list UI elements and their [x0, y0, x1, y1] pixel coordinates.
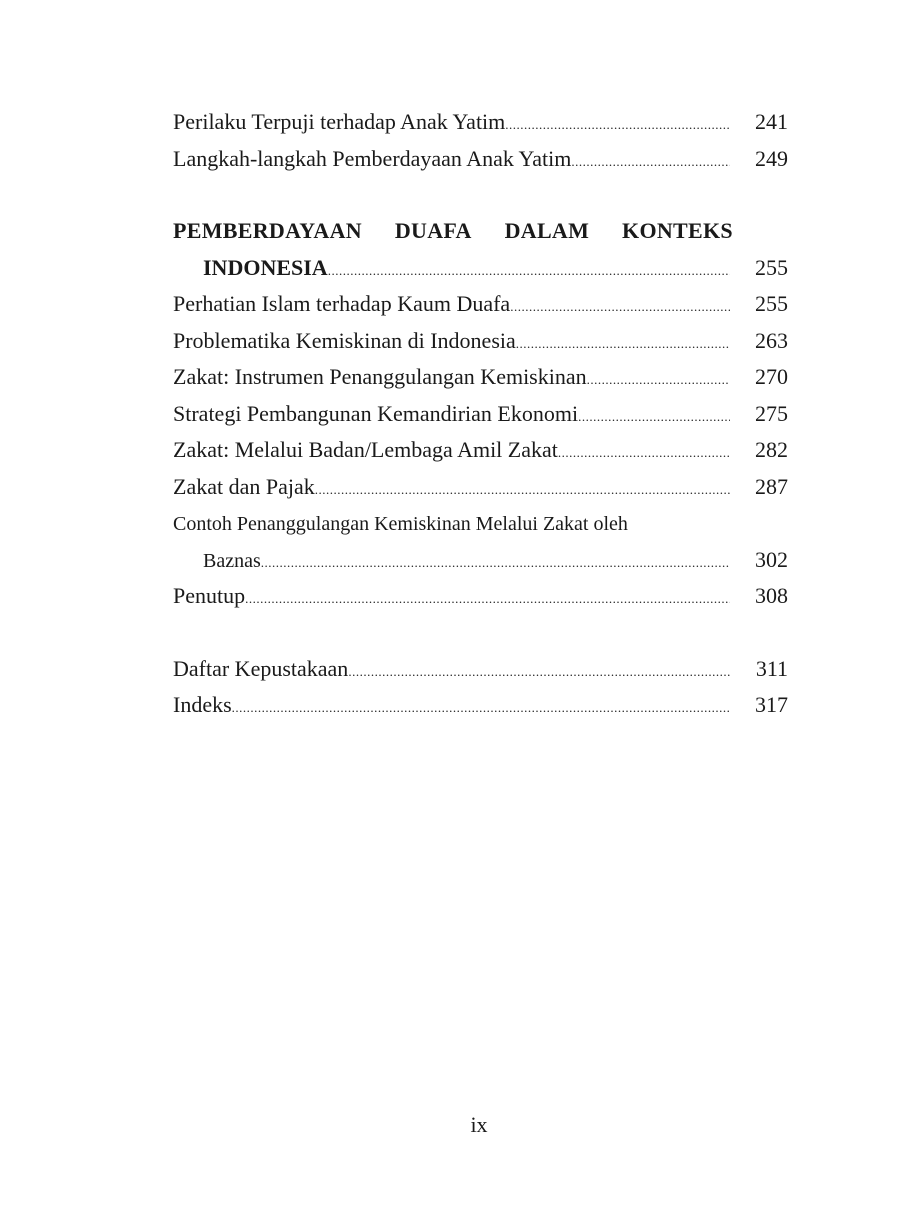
- toc-entry-title: Zakat: Melalui Badan/Lembaga Amil Zakat: [173, 437, 558, 462]
- dot-leader: [232, 690, 730, 727]
- dot-leader: [505, 107, 730, 144]
- table-of-contents: [173, 104, 788, 724]
- toc-entry[interactable]: [173, 286, 788, 323]
- toc-entry-page: 249: [755, 145, 788, 171]
- dot-leader: [245, 581, 730, 618]
- toc-entry-title: Indeks: [173, 692, 232, 717]
- chapter-heading-title: INDONESIA: [203, 254, 328, 280]
- chapter-heading-line2[interactable]: [173, 250, 788, 287]
- toc-entry-title: Penutup: [173, 583, 246, 608]
- chapter-heading-word: DUAFA: [394, 218, 472, 243]
- chapter-heading-word: PEMBERDAYAAN: [173, 218, 362, 243]
- toc-entry-title: Perilaku Terpuji terhadap Anak Yatim: [173, 109, 506, 134]
- toc-entry[interactable]: [173, 578, 788, 615]
- toc-entry-page: 302: [755, 546, 788, 572]
- toc-entry-page: 311: [755, 655, 788, 681]
- toc-entry-title: Langkah-langkah Pemberdayaan Anak Yatim: [173, 145, 572, 171]
- toc-entry-page: 317: [755, 692, 788, 717]
- toc-entry[interactable]: [173, 141, 788, 178]
- toc-entry-page: 241: [755, 109, 788, 134]
- toc-entry-title: Zakat: Instrumen Penanggulangan Kemiskinan: [173, 364, 587, 389]
- spacer: [173, 615, 788, 651]
- dot-leader: [571, 144, 730, 181]
- toc-entry-title: Contoh Penanggulangan Kemiskinan Melalui Zakat oleh: [173, 513, 628, 535]
- dot-leader: [510, 289, 730, 326]
- toc-entry-page: 263: [755, 327, 788, 353]
- toc-entry-title: Daftar Kepustakaan: [173, 655, 349, 681]
- toc-entry-page: 287: [755, 473, 788, 499]
- dot-leader: [315, 472, 730, 509]
- toc-entry-page: 255: [755, 291, 788, 316]
- toc-entry[interactable]: [173, 432, 788, 469]
- dot-leader: [328, 253, 730, 290]
- chapter-heading-page: 255: [755, 254, 788, 280]
- toc-entry[interactable]: [173, 396, 788, 433]
- toc-entry-wrapped-line2[interactable]: [173, 542, 788, 579]
- dot-leader: [516, 326, 730, 363]
- dot-leader: [578, 399, 730, 436]
- toc-entry[interactable]: [173, 651, 788, 688]
- toc-entry-title: Perhatian Islam terhadap Kaum Duafa: [173, 291, 511, 316]
- page-number: ix: [470, 1112, 488, 1137]
- toc-entry-page: 270: [755, 364, 788, 389]
- toc-entry-title: Problematika Kemiskinan di Indonesia: [173, 327, 516, 353]
- dot-leader: [348, 654, 730, 691]
- toc-entry-title: Zakat dan Pajak: [173, 473, 315, 499]
- toc-entry-page: 282: [755, 437, 788, 462]
- dot-leader: [587, 362, 730, 399]
- toc-entry[interactable]: [173, 687, 788, 724]
- dot-leader: [261, 545, 730, 582]
- toc-entry-title: Strategi Pembangunan Kemandirian Ekonomi: [173, 400, 579, 426]
- toc-entry[interactable]: [173, 104, 788, 141]
- toc-entry[interactable]: [173, 323, 788, 360]
- toc-entry[interactable]: [173, 469, 788, 506]
- chapter-heading-word: KONTEKS: [622, 218, 733, 243]
- toc-entry[interactable]: [173, 359, 788, 396]
- spacer: [173, 177, 788, 213]
- toc-entry-title-continued: Baznas: [203, 549, 261, 572]
- chapter-heading-word: DALAM: [504, 218, 590, 243]
- toc-entry-page: 308: [755, 583, 788, 608]
- chapter-heading-line1[interactable]: [173, 213, 733, 250]
- toc-entry-wrapped-line1[interactable]: [173, 505, 788, 542]
- toc-entry-page: 275: [755, 400, 788, 426]
- dot-leader: [558, 435, 730, 472]
